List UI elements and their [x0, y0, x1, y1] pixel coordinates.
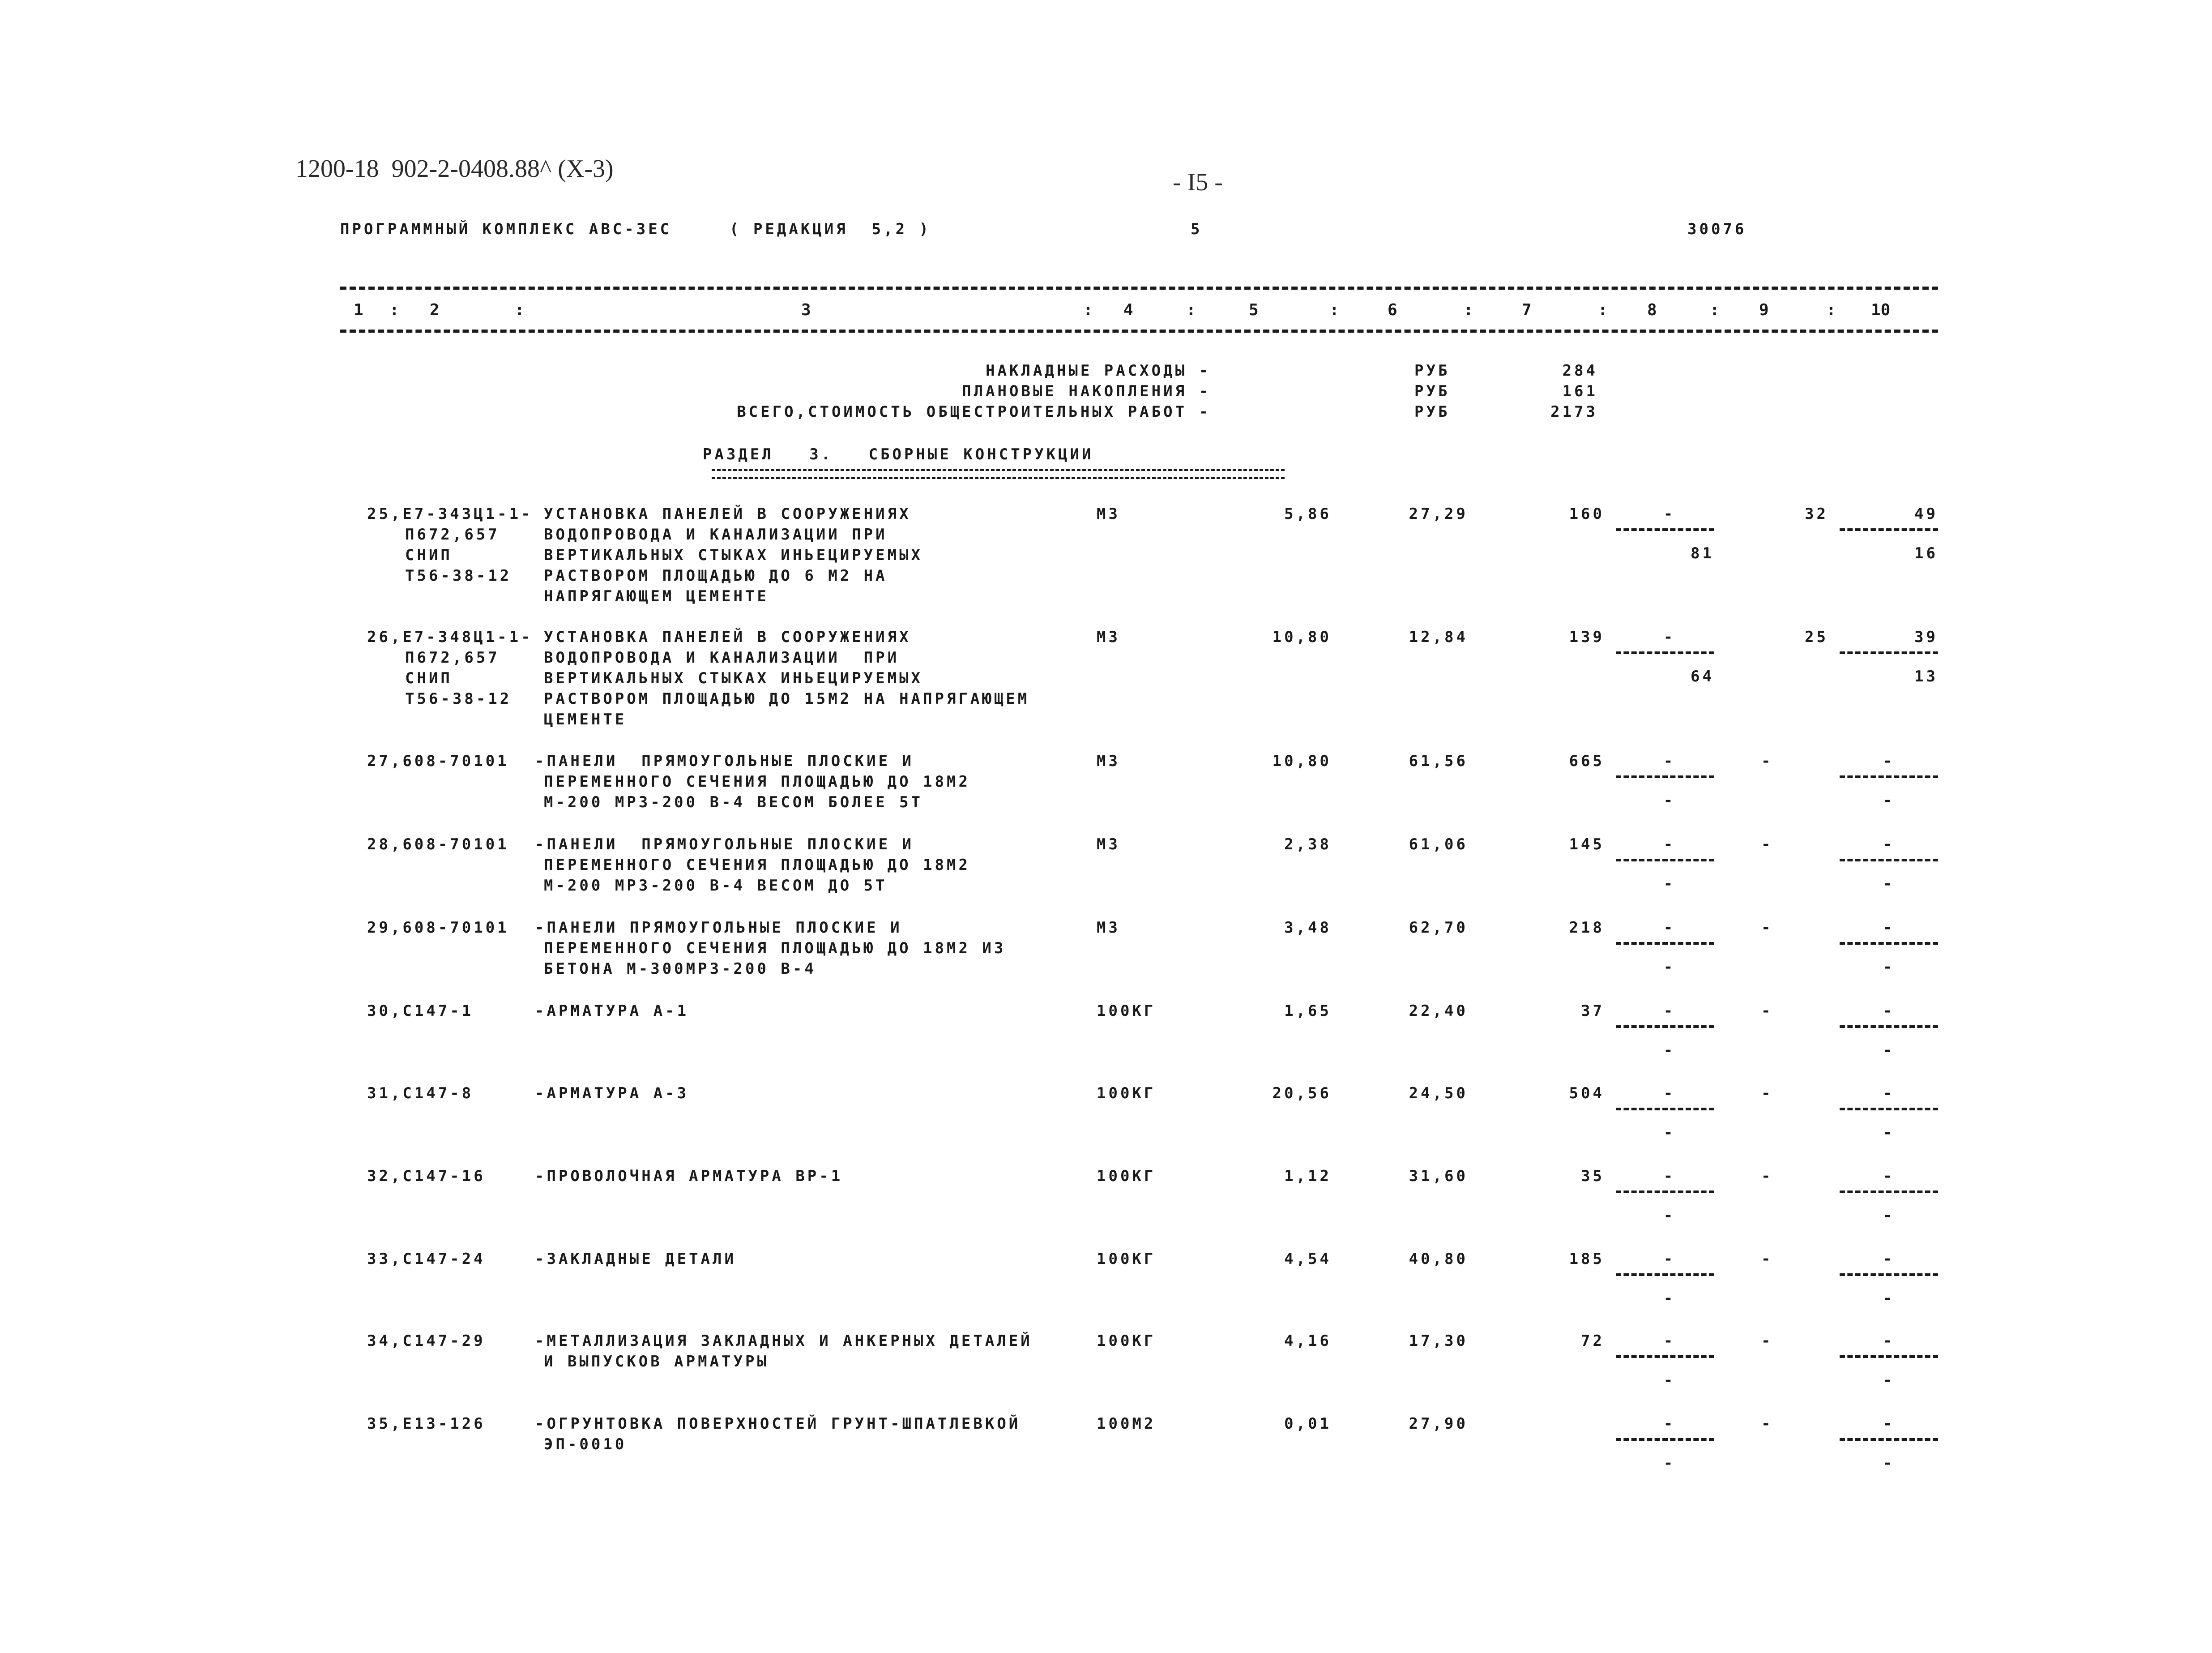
summary-unit: РУБ [1414, 403, 1450, 421]
col8-top-value: - [1663, 835, 1676, 853]
row-code: СНИП [405, 546, 453, 564]
row-total: 72 [1581, 1332, 1605, 1350]
row-total: 665 [1569, 752, 1605, 770]
column-separator: : [1186, 301, 1196, 319]
column-number-9: 9 [1759, 301, 1769, 319]
row-total: 160 [1569, 505, 1605, 523]
handwritten-reference: 1200-18 902-2-0408.88^ (X-3) [295, 155, 614, 183]
summary-label: ПЛАНОВЫЕ НАКОПЛЕНИЯ - [962, 382, 1211, 400]
column-separator: : [1464, 301, 1473, 319]
row-total: 504 [1569, 1084, 1605, 1102]
col9-value: - [1761, 1002, 1773, 1020]
page-number: - I5 - [1173, 168, 1223, 196]
row-total: 145 [1569, 835, 1605, 853]
col10-bottom-value: - [1883, 875, 1895, 893]
header-rule-top [340, 287, 1938, 290]
row-unit-price: 24,50 [1409, 1084, 1468, 1102]
col10-top-value: - [1883, 752, 1895, 770]
col10-top-value: - [1883, 1332, 1895, 1350]
summary-unit: РУБ [1414, 362, 1450, 380]
row-unit-price: 61,56 [1409, 752, 1468, 770]
col10-fraction-line [1840, 942, 1938, 945]
row-description: ВОДОПРОВОДА И КАНАЛИЗАЦИИ ПРИ [544, 526, 888, 544]
col10-bottom-value: - [1883, 792, 1895, 809]
row-code: 27,608-70101 [367, 752, 509, 770]
section-underline [712, 469, 1285, 479]
col8-fraction-line [1616, 528, 1714, 531]
col10-top-value: - [1883, 1084, 1895, 1102]
column-number-4: 4 [1123, 301, 1133, 319]
summary-label: ВСЕГО,СТОИМОСТЬ ОБЩЕСТРОИТЕЛЬНЫХ РАБОТ - [737, 403, 1211, 421]
col9-value: - [1761, 919, 1773, 937]
col9-value: - [1761, 1167, 1773, 1185]
column-separator: : [515, 301, 525, 319]
col8-fraction-line [1616, 1273, 1714, 1276]
row-unit: М3 [1097, 835, 1120, 853]
col10-fraction-line [1840, 1191, 1938, 1193]
col8-top-value: - [1663, 505, 1676, 523]
col8-bottom-value: - [1663, 958, 1676, 976]
col10-bottom-value: 16 [1914, 544, 1938, 562]
row-quantity: 10,80 [1272, 628, 1332, 646]
row-unit: 100КГ [1097, 1084, 1156, 1102]
row-code: 35,Е13-126 [367, 1415, 486, 1433]
row-total: 35 [1581, 1167, 1605, 1185]
row-description: УСТАНОВКА ПАНЕЛЕЙ В СООРУЖЕНИЯХ [544, 628, 911, 646]
row-description: -МЕТАЛЛИЗАЦИЯ ЗАКЛАДНЫХ И АНКЕРНЫХ ДЕТАЛЕЙ [535, 1332, 1033, 1350]
col9-value: - [1761, 1332, 1773, 1350]
row-code: Т56-38-12 [405, 567, 512, 585]
col9-value: 32 [1805, 505, 1828, 523]
col8-bottom-value: - [1663, 1289, 1676, 1307]
col8-fraction-line [1616, 942, 1714, 945]
row-code: 29,608-70101 [367, 919, 509, 937]
summary-unit: РУБ [1414, 382, 1450, 400]
row-description: ЭП-0010 [544, 1435, 627, 1453]
column-separator: : [1083, 301, 1093, 319]
row-code: 26,Е7-348Ц1-1- [367, 628, 533, 646]
col10-bottom-value: - [1883, 958, 1895, 976]
row-description: М-200 МРЗ-200 В-4 ВЕСОМ ДО 5Т [544, 877, 888, 895]
row-code: 31,С147-8 [367, 1084, 474, 1102]
col10-top-value: - [1883, 1250, 1895, 1268]
col10-fraction-line [1840, 775, 1938, 778]
row-unit-price: 40,80 [1409, 1250, 1468, 1268]
col8-bottom-value: - [1663, 1124, 1676, 1142]
col10-fraction-line [1840, 651, 1938, 654]
col8-top-value: - [1663, 919, 1676, 937]
column-separator: : [389, 301, 399, 319]
row-unit-price: 61,06 [1409, 835, 1468, 853]
row-description: -ПАНЕЛИ ПРЯМОУГОЛЬНЫЕ ПЛОСКИЕ И [535, 919, 902, 937]
row-description: ЦЕМЕНТЕ [544, 711, 627, 728]
row-code: П672,657 [405, 649, 500, 667]
row-code: 32,С147-16 [367, 1167, 486, 1185]
col8-fraction-line [1616, 1025, 1714, 1028]
row-quantity: 10,80 [1272, 752, 1332, 770]
row-code: 25,Е7-343Ц1-1- [367, 505, 533, 523]
column-number-2: 2 [430, 301, 440, 319]
column-separator: : [1710, 301, 1720, 319]
col8-bottom-value: - [1663, 792, 1676, 809]
row-code: 33,С147-24 [367, 1250, 486, 1268]
row-total: 139 [1569, 628, 1605, 646]
row-unit-price: 12,84 [1409, 628, 1468, 646]
row-unit: 100КГ [1097, 1332, 1156, 1350]
row-unit: 100КГ [1097, 1002, 1156, 1020]
row-description: И ВЫПУСКОВ АРМАТУРЫ [544, 1353, 769, 1370]
col9-value: - [1761, 1084, 1773, 1102]
row-code: 34,С147-29 [367, 1332, 486, 1350]
row-quantity: 4,54 [1284, 1250, 1332, 1268]
row-code: СНИП [405, 669, 453, 687]
col10-fraction-line [1840, 859, 1938, 861]
row-description: -ПАНЕЛИ ПРЯМОУГОЛЬНЫЕ ПЛОСКИЕ И [535, 752, 914, 770]
column-number-8: 8 [1647, 301, 1657, 319]
col8-bottom-value: - [1663, 1454, 1676, 1472]
row-total: 185 [1569, 1250, 1605, 1268]
col10-top-value: 49 [1914, 505, 1938, 523]
col8-fraction-line [1616, 1438, 1714, 1441]
col10-fraction-line [1840, 1438, 1938, 1441]
row-code: Т56-38-12 [405, 690, 512, 708]
row-description: ПЕРЕМЕННОГО СЕЧЕНИЯ ПЛОЩАДЬЮ ДО 18М2 [544, 773, 970, 791]
row-description: ПЕРЕМЕННОГО СЕЧЕНИЯ ПЛОЩАДЬЮ ДО 18М2 [544, 856, 970, 874]
row-description: РАСТВОРОМ ПЛОЩАДЬЮ ДО 15М2 НА НАПРЯГАЮЩЕМ [544, 690, 1030, 708]
col8-fraction-line [1616, 1191, 1714, 1193]
row-unit-price: 62,70 [1409, 919, 1468, 937]
col10-bottom-value: - [1883, 1289, 1895, 1307]
row-quantity: 1,12 [1284, 1167, 1332, 1185]
row-code: П672,657 [405, 526, 500, 544]
row-description: ВЕРТИКАЛЬНЫХ СТЫКАХ ИНЬЕЦИРУЕМЫХ [544, 546, 923, 564]
col8-fraction-line [1616, 1355, 1714, 1358]
row-description: -ОГРУНТОВКА ПОВЕРХНОСТЕЙ ГРУНТ-ШПАТЛЕВКОЙ [535, 1415, 1021, 1433]
col10-top-value: - [1883, 919, 1895, 937]
col8-top-value: - [1663, 1250, 1676, 1268]
col10-top-value: - [1883, 1002, 1895, 1020]
col10-fraction-line [1840, 528, 1938, 531]
row-unit-price: 27,90 [1409, 1415, 1468, 1433]
row-description: ПЕРЕМЕННОГО СЕЧЕНИЯ ПЛОЩАДЬЮ ДО 18М2 ИЗ [544, 939, 1006, 957]
col10-top-value: 39 [1914, 628, 1938, 646]
row-quantity: 0,01 [1284, 1415, 1332, 1433]
column-separator: : [1826, 301, 1836, 319]
column-number-1: 1 [354, 301, 363, 319]
col9-value: - [1761, 752, 1773, 770]
col8-top-value: - [1663, 1002, 1676, 1020]
row-description: РАСТВОРОМ ПЛОЩАДЬЮ ДО 6 М2 НА [544, 567, 888, 585]
row-code: 28,608-70101 [367, 835, 509, 853]
col10-fraction-line [1840, 1025, 1938, 1028]
col9-value: 25 [1805, 628, 1828, 646]
col8-top-value: - [1663, 1332, 1676, 1350]
row-description: -ПРОВОЛОЧНАЯ АРМАТУРА ВР-1 [535, 1167, 843, 1185]
row-quantity: 4,16 [1284, 1332, 1332, 1350]
col10-bottom-value: - [1883, 1454, 1895, 1472]
column-number-7: 7 [1522, 301, 1532, 319]
row-description: -ПАНЕЛИ ПРЯМОУГОЛЬНЫЕ ПЛОСКИЕ И [535, 835, 914, 853]
col10-top-value: - [1883, 1167, 1895, 1185]
row-unit: 100М2 [1097, 1415, 1156, 1433]
row-unit: М3 [1097, 505, 1120, 523]
col10-fraction-line [1840, 1355, 1938, 1358]
row-quantity: 3,48 [1284, 919, 1332, 937]
row-unit-price: 31,60 [1409, 1167, 1468, 1185]
row-total: 218 [1569, 919, 1605, 937]
col8-top-value: - [1663, 1415, 1676, 1433]
col9-value: - [1761, 835, 1773, 853]
row-description: -АРМАТУРА А-3 [535, 1084, 689, 1102]
document-code: 30076 [1687, 220, 1747, 238]
row-description: -АРМАТУРА А-1 [535, 1002, 689, 1020]
col10-fraction-line [1840, 1273, 1938, 1276]
col8-top-value: - [1663, 752, 1676, 770]
col8-bottom-value: - [1663, 875, 1676, 893]
column-number-5: 5 [1249, 301, 1259, 319]
sheet-number: 5 [1191, 220, 1203, 238]
col10-bottom-value: - [1883, 1207, 1895, 1225]
row-description: -ЗАКЛАДНЫЕ ДЕТАЛИ [535, 1250, 736, 1268]
col8-fraction-line [1616, 651, 1714, 654]
row-code: 30,С147-1 [367, 1002, 474, 1020]
col8-top-value: - [1663, 1084, 1676, 1102]
col10-bottom-value: - [1883, 1371, 1895, 1389]
col8-top-value: - [1663, 628, 1676, 646]
program-name: ПРОГРАММНЫЙ КОМПЛЕКС АВС-3ЕС [340, 220, 672, 238]
column-separator: : [1329, 301, 1339, 319]
row-unit-price: 27,29 [1409, 505, 1468, 523]
col10-bottom-value: - [1883, 1041, 1895, 1059]
row-unit: 100КГ [1097, 1167, 1156, 1185]
row-unit: М3 [1097, 752, 1120, 770]
column-number-6: 6 [1388, 301, 1397, 319]
section-title: РАЗДЕЛ 3. СБОРНЫЕ КОНСТРУКЦИИ [703, 445, 1094, 463]
column-number-3: 3 [801, 301, 811, 319]
col8-bottom-value: - [1663, 1041, 1676, 1059]
col8-fraction-line [1616, 1108, 1714, 1110]
col8-top-value: - [1663, 1167, 1676, 1185]
column-number-10: 10 [1871, 301, 1891, 319]
row-description: НАПРЯГАЮЩЕМ ЦЕМЕНТЕ [544, 587, 769, 605]
row-unit-price: 22,40 [1409, 1002, 1468, 1020]
row-unit: М3 [1097, 628, 1120, 646]
col10-top-value: - [1883, 1415, 1895, 1433]
row-quantity: 5,86 [1284, 505, 1332, 523]
row-description: ВЕРТИКАЛЬНЫХ СТЫКАХ ИНЬЕЦИРУЕМЫХ [544, 669, 923, 687]
row-quantity: 20,56 [1272, 1084, 1332, 1102]
col8-fraction-line [1616, 775, 1714, 778]
summary-value: 284 [1562, 362, 1598, 380]
col8-bottom-value: - [1663, 1371, 1676, 1389]
col10-top-value: - [1883, 835, 1895, 853]
summary-value: 161 [1562, 382, 1598, 400]
col10-fraction-line [1840, 1108, 1938, 1110]
row-description: ВОДОПРОВОДА И КАНАЛИЗАЦИИ ПРИ [544, 649, 900, 667]
row-unit: 100КГ [1097, 1250, 1156, 1268]
col10-bottom-value: 13 [1914, 668, 1938, 685]
program-edition: ( РЕДАКЦИЯ 5,2 ) [730, 220, 931, 238]
col8-bottom-value: - [1663, 1207, 1676, 1225]
row-description: М-200 МРЗ-200 В-4 ВЕСОМ БОЛЕЕ 5Т [544, 793, 923, 811]
column-separator: : [1598, 301, 1608, 319]
col8-fraction-line [1616, 859, 1714, 861]
col9-value: - [1761, 1415, 1773, 1433]
summary-value: 2173 [1550, 403, 1598, 421]
row-total: 37 [1581, 1002, 1605, 1020]
col9-value: - [1761, 1250, 1773, 1268]
row-quantity: 1,65 [1284, 1002, 1332, 1020]
col8-bottom-value: 64 [1691, 668, 1714, 685]
row-quantity: 2,38 [1284, 835, 1332, 853]
col10-bottom-value: - [1883, 1124, 1895, 1142]
row-description: БЕТОНА М-300МРЗ-200 В-4 [544, 960, 816, 978]
header-rule-bottom [340, 330, 1938, 333]
row-unit-price: 17,30 [1409, 1332, 1468, 1350]
row-description: УСТАНОВКА ПАНЕЛЕЙ В СООРУЖЕНИЯХ [544, 505, 911, 523]
col8-bottom-value: 81 [1691, 544, 1714, 562]
row-unit: М3 [1097, 919, 1120, 937]
summary-label: НАКЛАДНЫЕ РАСХОДЫ - [986, 362, 1211, 380]
